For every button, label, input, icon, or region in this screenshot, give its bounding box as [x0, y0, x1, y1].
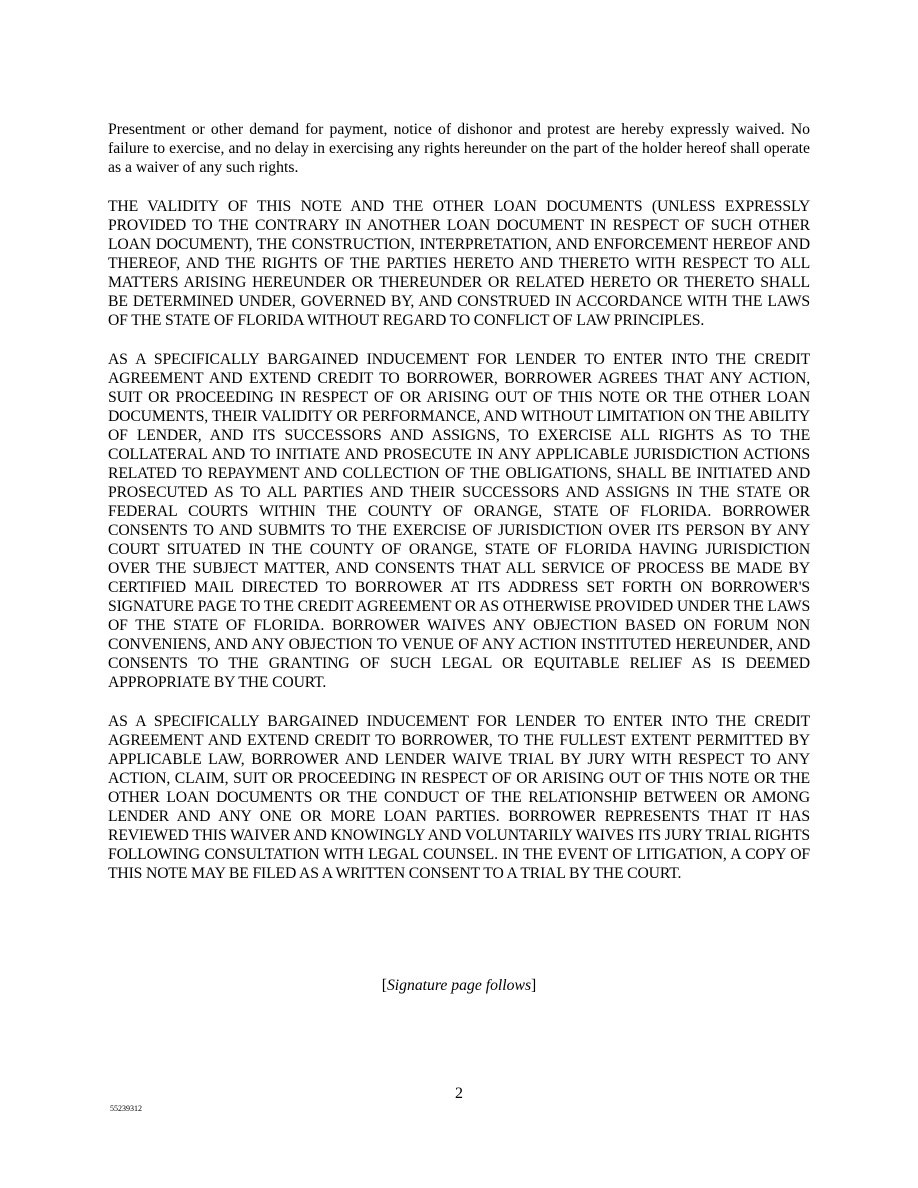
signature-note-open-bracket: [: [381, 977, 387, 994]
paragraph-jurisdiction: AS A SPECIFICALLY BARGAINED INDUCEMENT FOR LENDER TO ENTER INTO THE CREDIT AGREEMENT AND EXTEND CREDIT TO BORROWER, BORROWER AGREES THAT ANY ACTION, SUIT OR PROCEEDING IN RESPECT OF OR ARISING OUT OF THIS NOTE OR THE OTHER LOAN DOCUMENTS, THEIR VALIDITY OR PERFORMANCE, AND WITHOUT LIMITATION ON THE ABILITY OF LENDER, AND ITS SUCCESSORS AND ASSIGNS, TO EXERCISE ALL RIGHTS AS TO THE COLLATERAL AND TO INITIATE AND PROSECUTE IN ANY APPLICABLE JURISDICTION ACTIONS RELATED TO REPAYMENT AND COLLECTION OF THE OBLIGATIONS, SHALL BE INITIATED AND PROSECUTED AS TO ALL PARTIES AND THEIR SUCCESSORS AND ASSIGNS IN THE STATE OR FEDERAL COURTS WITHIN THE COUNTY OF ORANGE, STATE OF FLORIDA. BORROWER CONSENTS TO AND SUBMITS TO THE EXERCISE OF JURISDICTION OVER ITS PERSON BY ANY COURT SITUATED IN THE COUNTY OF ORANGE, STATE OF FLORIDA HAVING JURISDICTION OVER THE SUBJECT MATTER, AND CONSENTS THAT ALL SERVICE OF PROCESS BE MADE BY CERTIFIED MAIL DIRECTED TO BORROWER AT ITS ADDRESS SET FORTH ON BORROWER'S SIGNATURE PAGE TO THE CREDIT AGREEMENT OR AS OTHERWISE PROVIDED UNDER THE LAWS OF THE STATE OF FLORIDA. BORROWER WAIVES ANY OBJECTION BASED ON FORUM NON CONVENIENS, AND ANY OBJECTION TO VENUE OF ANY ACTION INSTITUTED HEREUNDER, AND CONSENTS TO THE GRANTING OF SUCH LEGAL OR EQUITABLE RELIEF AS IS DEEMED APPROPRIATE BY THE COURT.: [108, 351, 811, 691]
page-number: 2: [455, 1085, 463, 1102]
paragraph-jury-waiver: AS A SPECIFICALLY BARGAINED INDUCEMENT FOR LENDER TO ENTER INTO THE CREDIT AGREEMENT AND EXTEND CREDIT TO BORROWER, TO THE FULLEST EXTENT PERMITTED BY APPLICABLE LAW, BORROWER AND LENDER WAIVE TRIAL BY JURY WITH RESPECT TO ANY ACTION, CLAIM, SUIT OR PROCEEDING IN RESPECT OF OR ARISING OUT OF THIS NOTE OR THE OTHER LOAN DOCUMENTS OR THE CONDUCT OF THE RELATIONSHIP BETWEEN OR AMONG LENDER AND ANY ONE OR MORE LOAN PARTIES. BORROWER REPRESENTS THAT IT HAS REVIEWED THIS WAIVER AND KNOWINGLY AND VOLUNTARILY WAIVES ITS JURY TRIAL RIGHTS FOLLOWING CONSULTATION WITH LEGAL COUNSEL. IN THE EVENT OF LITIGATION, A COPY OF THIS NOTE MAY BE FILED AS A WRITTEN CONSENT TO A TRIAL BY THE COURT.: [108, 713, 810, 882]
document-id: 55239312: [110, 1104, 142, 1113]
paragraph-presentment-waiver: Presentment or other demand for payment, notice of dishonor and protest are hereby expressly waived. No failure to exercise, and no delay in exercising any rights hereunder on the part of the holder hereof shall operate as a waiver of any such rights.: [108, 121, 810, 176]
signature-note-close-bracket: ]: [531, 977, 537, 994]
signature-note-text: Signature page follows: [386, 977, 532, 994]
document-body: [108, 120, 810, 903]
signature-page-follows-note: [108, 976, 810, 995]
paragraph-governing-law: THE VALIDITY OF THIS NOTE AND THE OTHER LOAN DOCUMENTS (UNLESS EXPRESSLY PROVIDED TO THE CONTRARY IN ANOTHER LOAN DOCUMENT IN RESPECT OF SUCH OTHER LOAN DOCUMENT), THE CONSTRUCTION, INTERPRETATION, AND ENFORCEMENT HEREOF AND THEREOF, AND THE RIGHTS OF THE PARTIES HERETO AND THERETO WITH RESPECT TO ALL MATTERS ARISING HEREUNDER OR THEREUNDER OR RELATED HERETO OR THERETO SHALL BE DETERMINED UNDER, GOVERNED BY, AND CONSTRUED IN ACCORDANCE WITH THE LAWS OF THE STATE OF FLORIDA WITHOUT REGARD TO CONFLICT OF LAW PRINCIPLES.: [108, 198, 810, 329]
